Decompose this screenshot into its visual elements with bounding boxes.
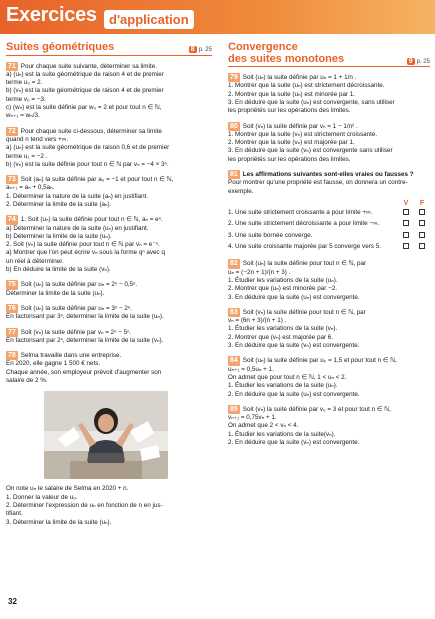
exercise-82: 82 Soit (uₙ) la suite définie pour tout n ∈ ℕ, par uₙ = (−2n + 1)/(n + 3) . 1. Étudier les variations de la suite (uₙ). 2. Montrer que (uₙ) est minorée par −2. 3. En déduire que la suite (uₙ) est convergente. <box>228 260 367 301</box>
checkbox-false[interactable] <box>419 243 425 249</box>
right-column <box>228 42 430 453</box>
exercise-71: 71 Pour chaque suite suivante, déterminer sa limite. a) (uₙ) est la suite géométrique de raison 4 et de premier terme u₀ = 2. b) (vₙ) est la suite géométrique de raison 4 et de premier terme v₀ = −3. c) (wₙ) est la suite définie par w₀ = 2 et pour tout n ∈ ℕ, wₙ₊₁ = wₙ/3. <box>6 62 164 120</box>
exercise-number: 73 <box>8 176 16 184</box>
exercise-number: 71 <box>8 62 16 70</box>
page-number: 32 <box>8 597 17 606</box>
exercise-78: 78 Selma travaille dans une entreprise. En 2020, elle gagne 1 500 € nets. Chaque année, son employeur prévoit d'augmenter son salaire de 2 %. <box>6 352 162 385</box>
section-title-monotone: Convergence des suites monotones 9 p. 25 <box>228 42 430 67</box>
photo-office-woman <box>44 391 168 479</box>
exercise-73: 73 Soit (aₙ) la suite définie par a₀ = −1 et pour tout n ∈ ℕ, aₙ₊₁ = aₙ + 0,5aₙ. 1. Déterminer la nature de la suite (aₙ) en justifiant. 2. Déterminer la limite de la suite (aₙ). <box>6 176 174 208</box>
page-header <box>0 0 435 34</box>
exercise-number: 85 <box>230 405 238 413</box>
left-exercises <box>6 62 212 386</box>
exercise-76: 76 Soit (uₙ) la suite définie par uₙ = 3ⁿ − 2ⁿ. En factorisant par 3ⁿ, déterminer la limite de la suite (uₙ). <box>6 304 164 321</box>
exercise-number: 77 <box>8 328 16 336</box>
exercise-77: 77 Soit (vₙ) la suite définie par vₙ = 2ⁿ − 5ⁿ. En factorisant par 2ⁿ, déterminer la limite de la suite (vₙ). <box>6 328 164 344</box>
exercise-number: 76 <box>8 304 16 312</box>
checkbox-false[interactable] <box>419 209 425 215</box>
left-column <box>6 42 212 527</box>
exercise-number: 75 <box>8 281 16 289</box>
exercise-84: 84 Soit (uₙ) la suite définie par u₀ = 1,5 et pour tout n ∈ ℕ, uₙ₊₁ = 0,5uₙ + 1. On admet que pour tout n ∈ ℕ, 1 < uₙ < 2. 1. Étudier les variations de la suite (uₙ). 2. En déduire que la suite (uₙ) est convergente. <box>228 357 397 398</box>
exercise-81: 81 Les affirmations suivantes sont-elles vraies ou fausses ? Pour montrer qu'une propriété est fausse, on donnera un contre-exemple. V F 1. Une suite strictement croissante a pour limite +∞. 2. Une suite strictement décroissante a pour limite −∞. 3. Une suite bornée converge. 4. Une suite croissante majorée par 5 converge vers 5. <box>228 170 430 253</box>
vf-row: 3. Une suite bornée converge. <box>228 231 430 242</box>
exercise-75: 75 Soit (uₙ) la suite définie par uₙ = 2ⁿ − 0,5ⁿ. Déterminer la limite de la suite (uₙ). <box>6 281 138 297</box>
exercise-72: 72 Pour chaque suite ci-dessous, déterminer sa limite quand n tend vers +∞. a) (uₙ) est la suite géométrique de raison 0,6 et de premier terme u₁ = −2 . b) (vₙ) est la suite définie pour tout n ∈ ℕ par vₙ = −4 × 3ⁿ. <box>6 127 170 168</box>
header-subtitle: d'application <box>104 10 194 29</box>
exercise-79: 79 Soit (uₙ) la suite définie par uₙ = 1 + 1/n . 1. Montrer que la suite (uₙ) est strictement décroissante. 2. Montrer que la suite (uₙ) est minorée par 1. 3. En déduire que la suite (uₙ) est convergente, sans utiliser les propriétés sur les opérations des limites. <box>228 74 395 115</box>
exercise-number: 82 <box>230 260 238 268</box>
exercise-number: 83 <box>230 308 238 316</box>
right-exercises-2 <box>228 259 430 447</box>
exercise-74: 74 1. Soit (uₙ) la suite définie pour tout n ∈ ℕ, aₙ = eⁿ. a) Déterminer la nature de la suite (uₙ) en justifiant. b) Déterminer la limite de la suite (uₙ). 2. Soit (vₙ) la suite définie pour tout n ∈ ℕ par vₙ = e⁻ⁿ. a) Montrer que l'on peut écrire vₙ sous la forme qⁿ avec q un réel à déterminer. b) En déduire la limite de la suite (vₙ). <box>6 216 165 274</box>
exercise-number: 79 <box>230 74 238 82</box>
ex78-questions: On note uₙ le salaire de Selma en 2020 + n. 1. Donner la valeur de u₀. 2. Déterminer l'expression de uₙ en fonction de n en jus- tifiant. 3. Déterminer la limite de la suite (uₙ). <box>6 485 163 526</box>
section-ref: 9 p. 25 <box>408 57 430 65</box>
checkbox-true[interactable] <box>403 243 409 249</box>
exercise-number: 72 <box>8 127 16 135</box>
vf-row: 1. Une suite strictement croissante a pour limite +∞. <box>228 208 430 219</box>
exercise-number: 84 <box>230 357 238 365</box>
vf-row: 4. Une suite croissante majorée par 5 converge vers 5. <box>228 242 430 253</box>
checkbox-true[interactable] <box>403 220 409 226</box>
section-ref: 8 p. 25 <box>190 46 212 54</box>
section-title-geometric: Suites géométriques 8 p. 25 <box>6 42 212 56</box>
header-title: Exercices <box>6 4 97 26</box>
exercise-80: 80 Soit (vₙ) la suite définie par vₙ = 1 − 1/n² . 1. Montrer que la suite (vₙ) est strictement croissante. 2. Montrer que la suite (vₙ) est majorée par 1. 3. En déduire que la suite (vₙ) est convergente sans utiliser les propriétés sur les opérations des limites. <box>228 122 393 163</box>
checkbox-false[interactable] <box>419 220 425 226</box>
vf-row: 2. Une suite strictement décroissante a pour limite −∞. <box>228 219 430 230</box>
exercise-85: 85 Soit (vₙ) la suite définie par v₀ = 3 et pour tout n ∈ ℕ, vₙ₊₁ = 0,75vₙ + 1. On admet que 2 < vₙ < 4. 1. Étudier les variations de la suite(vₙ). 2. En déduire que la suite (vₙ) est convergente. <box>228 405 391 447</box>
checkbox-true[interactable] <box>403 232 409 238</box>
exercise-83: 83 Soit (vₙ) la suite définie pour tout n ∈ ℕ, par vₙ = (6n + 3)/(n + 1) . 1. Étudier les variations de la suite (vₙ). 2. Montrer que (vₙ) est majorée par 6. 3. En déduire que la suite (vₙ) est convergente. <box>228 308 366 350</box>
exercise-number: 80 <box>230 122 238 130</box>
exercise-number: 74 <box>8 216 16 224</box>
right-exercises <box>228 73 430 164</box>
exercise-number: 78 <box>8 352 16 360</box>
checkbox-true[interactable] <box>403 209 409 215</box>
true-false-table: V F 1. Une suite strictement croissante a pour limite +∞. 2. Une suite strictement décroissante a pour limite −∞. 3. Une suite bornée converge. 4. Une suite croissante majorée par 5 converge vers 5. <box>228 199 430 253</box>
checkbox-false[interactable] <box>419 232 425 238</box>
